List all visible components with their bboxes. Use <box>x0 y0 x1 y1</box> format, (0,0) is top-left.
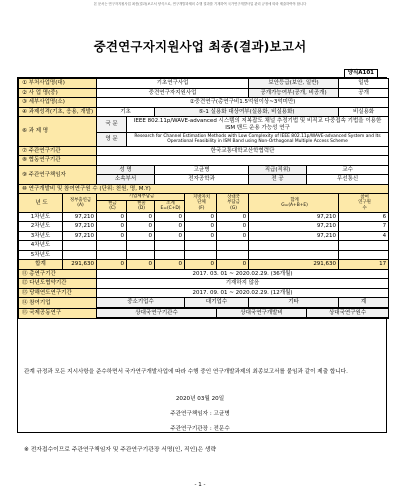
budget-total-year: 합계 <box>19 260 63 270</box>
project-title-english: Research for Channel Estimation Methods with Low Complexity of IEEE 802.11p/WAVE-advanced System and Its Operational Feasibility in ISM Band using Non-Orthogonal Multiple Access Scheme <box>127 133 389 147</box>
budget-people <box>339 250 389 260</box>
budget-sub: 0 <box>155 231 185 241</box>
col-year: 년 도 <box>19 194 63 212</box>
pi-major-value: 무선통신 <box>307 175 389 185</box>
budget-local <box>185 241 217 251</box>
budget-sub <box>155 250 185 260</box>
budget-row-4 <box>19 241 389 251</box>
page-number: - 1 - <box>194 482 206 488</box>
row-lead-institution <box>19 146 389 156</box>
form-table <box>18 78 389 319</box>
public-availability-value: 공개 <box>339 88 389 98</box>
coop-institution-label: ⑧ 협동연구기관 <box>19 156 97 166</box>
col-total: 합계 G=(A+B+E) <box>249 194 339 212</box>
budget-cash <box>97 250 127 260</box>
col-etc: 상대국 부담금 (G) <box>217 194 249 212</box>
budget-etc: 0 <box>217 222 249 232</box>
ministry-program-value: 기초연구사업 <box>97 79 249 89</box>
partner-inst-value <box>97 318 217 319</box>
korean-label: 국 문 <box>97 117 127 133</box>
col-kind: 현물 (D) <box>127 200 155 212</box>
sme-count-label: 중소기업수 <box>97 298 185 308</box>
budget-year: 3차년도 <box>19 231 63 241</box>
pi-name-label: 성 명 <box>97 165 155 175</box>
budget-year: 2차년도 <box>19 222 63 232</box>
budget-people: 4 <box>339 231 389 241</box>
budget-gov <box>63 250 97 260</box>
budget-gov: 97,210 <box>63 212 97 222</box>
large-count-label: 대기업수 <box>185 298 249 308</box>
row-task-nature <box>19 107 389 117</box>
budget-section-label: ⑩ 연구개발비 및 참여연구원 수 (단위: 천원, 명, M.Y) <box>19 184 389 194</box>
budget-etc <box>217 250 249 260</box>
row-current-period <box>19 288 389 298</box>
budget-etc <box>217 241 249 251</box>
declaration-text: 관계 규정과 모든 지시사항을 준수하면서 국가연구개발사업에 따라 수행 중인 연구개발과제의 최종보고서를 붙임과 같이 제출 합니다. <box>24 369 348 375</box>
task-nature-value: 기초 <box>97 107 155 117</box>
budget-local: 0 <box>185 231 217 241</box>
public-availability-label: 공개가능여부(공개, 비공개) <box>249 88 339 98</box>
row-sub-program <box>19 98 389 108</box>
budget-year: 5차년도 <box>19 250 63 260</box>
multiyear-value: 기재하지 않음 <box>97 279 389 289</box>
col-people: 참여 연구원 수 <box>339 194 389 212</box>
pi-name-value: 고균병 <box>155 165 249 175</box>
budget-cash <box>97 241 127 251</box>
col-local: 지방자치 단체 (F) <box>185 194 217 212</box>
budget-total-people: 17 <box>339 260 389 270</box>
budget-total: 97,210 <box>249 231 339 241</box>
sub-program-value: ②중견연구(총연구비1.5억원이상~3억미만) <box>97 98 389 108</box>
sub-program-label: ③ 세부사업명(소) <box>19 98 97 108</box>
budget-total-sub: 0 <box>155 260 185 270</box>
budget-total-local: 0 <box>185 260 217 270</box>
budget-total-gov: 291,630 <box>63 260 97 270</box>
budget-kind: 0 <box>127 222 155 232</box>
budget-people <box>339 241 389 251</box>
col-cash: 현금 (C) <box>97 200 127 212</box>
row-budget-section <box>19 184 389 194</box>
task-nature-label: ④ 과제성격(기초, 응용, 개발) <box>19 107 97 117</box>
report-form <box>17 77 387 433</box>
security-level-label: 보안등급(보안, 일반) <box>249 79 339 89</box>
program-name-value: 중견연구자지원사업 <box>97 88 249 98</box>
companies-label: ⑭ 참여기업 <box>19 298 97 309</box>
col-corp: 기업체부담금 <box>97 194 185 200</box>
budget-year: 4차년도 <box>19 241 63 251</box>
pi-major-label: 전 공 <box>249 175 307 185</box>
col-sub: 소계 E=(C+D) <box>155 200 185 212</box>
lead-institution-label: ⑦ 주관연구기관 <box>19 146 97 156</box>
budget-total-cash: 0 <box>97 260 127 270</box>
budget-total <box>249 241 339 251</box>
current-period-label: ⑬ 당해연도연구기간 <box>19 288 97 298</box>
budget-sub: 0 <box>155 212 185 222</box>
program-name-label: ② 사 업 명(중) <box>19 88 97 98</box>
budget-gov: 97,210 <box>63 231 97 241</box>
budget-row-5 <box>19 250 389 260</box>
budget-total: 97,210 <box>249 212 339 222</box>
pi-position-label: 직급(직위) <box>249 165 307 175</box>
budget-row-1 <box>19 212 389 222</box>
budget-etc: 0 <box>217 231 249 241</box>
security-level-value: 일반 <box>339 79 389 89</box>
budget-gov: 97,210 <box>63 222 97 232</box>
pi-signature: 주관연구책임자 : 고균병 <box>170 411 230 417</box>
budget-local: 0 <box>185 212 217 222</box>
pi-dept-label: 소속부서 <box>97 175 155 185</box>
budget-total-kind: 0 <box>127 260 155 270</box>
budget-sub <box>155 241 185 251</box>
english-label: 영 문 <box>97 133 127 147</box>
partner-inst-label: 상대국연구기관수 <box>97 308 217 318</box>
budget-row-3 <box>19 231 389 241</box>
partner-researchers-value <box>307 318 389 319</box>
ministry-program-label: ① 부처사업명(대) <box>19 79 97 89</box>
project-title-korean: IEEE 802.11p/WAVE-advanced 시스템의 저복잡도 채널 추정기법 및 비직교 다중접속 기법을 이용한 ISM 밴드 운용 가능성 연구 <box>127 117 389 133</box>
budget-year: 1차년도 <box>19 212 63 222</box>
current-period-value: 2017. 09. 01 ~ 2020.02.29. (12개월) <box>97 288 389 298</box>
intl-label: ⑮ 국제공동연구 <box>19 308 97 319</box>
budget-total-etc: 0 <box>217 260 249 270</box>
budget-local: 0 <box>185 222 217 232</box>
budget-people: 6 <box>339 212 389 222</box>
budget-kind <box>127 241 155 251</box>
lead-institution-value: 한국교통대학교산학협력단 <box>97 146 389 156</box>
coop-institution-value <box>97 156 389 166</box>
partner-budget-label: 상대국연구개발비 <box>217 308 307 318</box>
page-title: 중견연구자지원사업 최종(결과)보고서 <box>93 39 307 54</box>
budget-cash: 0 <box>97 231 127 241</box>
budget-total <box>249 250 339 260</box>
budget-sub: 0 <box>155 222 185 232</box>
budget-total-row <box>19 260 389 270</box>
row-pi-1 <box>19 165 389 175</box>
col-gov: 정부출연금 (A) <box>63 194 97 212</box>
submission-date: 2020년 03월 20일 <box>175 396 225 402</box>
budget-total-total: 291,630 <box>249 260 339 270</box>
project-title-label: ⑥ 과 제 명 <box>19 117 97 147</box>
budget-cash: 0 <box>97 212 127 222</box>
other-count-label: 기타 <box>249 298 339 308</box>
form-tag: 양식A101 <box>344 69 378 78</box>
row-ministry-program <box>19 79 389 89</box>
budget-people: 7 <box>339 222 389 232</box>
org-head-signature: 주관연구기관장 : 전문수 <box>170 426 230 432</box>
budget-cash: 0 <box>97 222 127 232</box>
partner-researchers-label: 상대국연구원수 <box>307 308 389 318</box>
budget-total: 97,210 <box>249 222 339 232</box>
partner-budget-value <box>217 318 307 319</box>
header-note: 본 문서는 연구자지원사업 최종(결과)보고서 양식으로, 연구개발과제의 수행 결과를 기재하여 국가연구개발사업 관리 규정에 따라 제출하여야 합니다 <box>93 2 307 6</box>
total-period-value: 2017. 03. 01 ~ 2020.02.29. (36개월) <box>97 269 389 279</box>
commercialization-label: ⑤-1 실용화 대상여부(실용화, 비실용화) <box>155 107 339 117</box>
row-program-name <box>19 88 389 98</box>
pi-dept-value: 전자공학과 <box>155 175 249 185</box>
row-intl-head <box>19 308 389 318</box>
row-companies-head <box>19 298 389 308</box>
row-total-period <box>19 269 389 279</box>
signature-omission-note: ※ 전자접수이므로 주관연구책임자 및 주관연구기관장 서명(인, 직인)은 생략 <box>24 447 217 453</box>
total-period-label: ⑪ 총연구기간 <box>19 269 97 279</box>
budget-kind: 0 <box>127 212 155 222</box>
budget-local <box>185 250 217 260</box>
row-project-title-kor <box>19 117 389 133</box>
row-coop-institution <box>19 156 389 166</box>
budget-etc: 0 <box>217 212 249 222</box>
budget-header-row-1 <box>19 194 389 200</box>
budget-kind <box>127 250 155 260</box>
budget-kind: 0 <box>127 231 155 241</box>
pi-label: ⑨ 주관연구책임자 <box>19 165 97 184</box>
multiyear-label: ⑫ 다년도협약기간 <box>19 279 97 289</box>
pi-position-value: 교수 <box>307 165 389 175</box>
commercialization-value: 비실용화 <box>339 107 389 117</box>
sum-count-label: 계 <box>339 298 389 308</box>
row-multiyear <box>19 279 389 289</box>
budget-gov <box>63 241 97 251</box>
budget-row-2 <box>19 222 389 232</box>
